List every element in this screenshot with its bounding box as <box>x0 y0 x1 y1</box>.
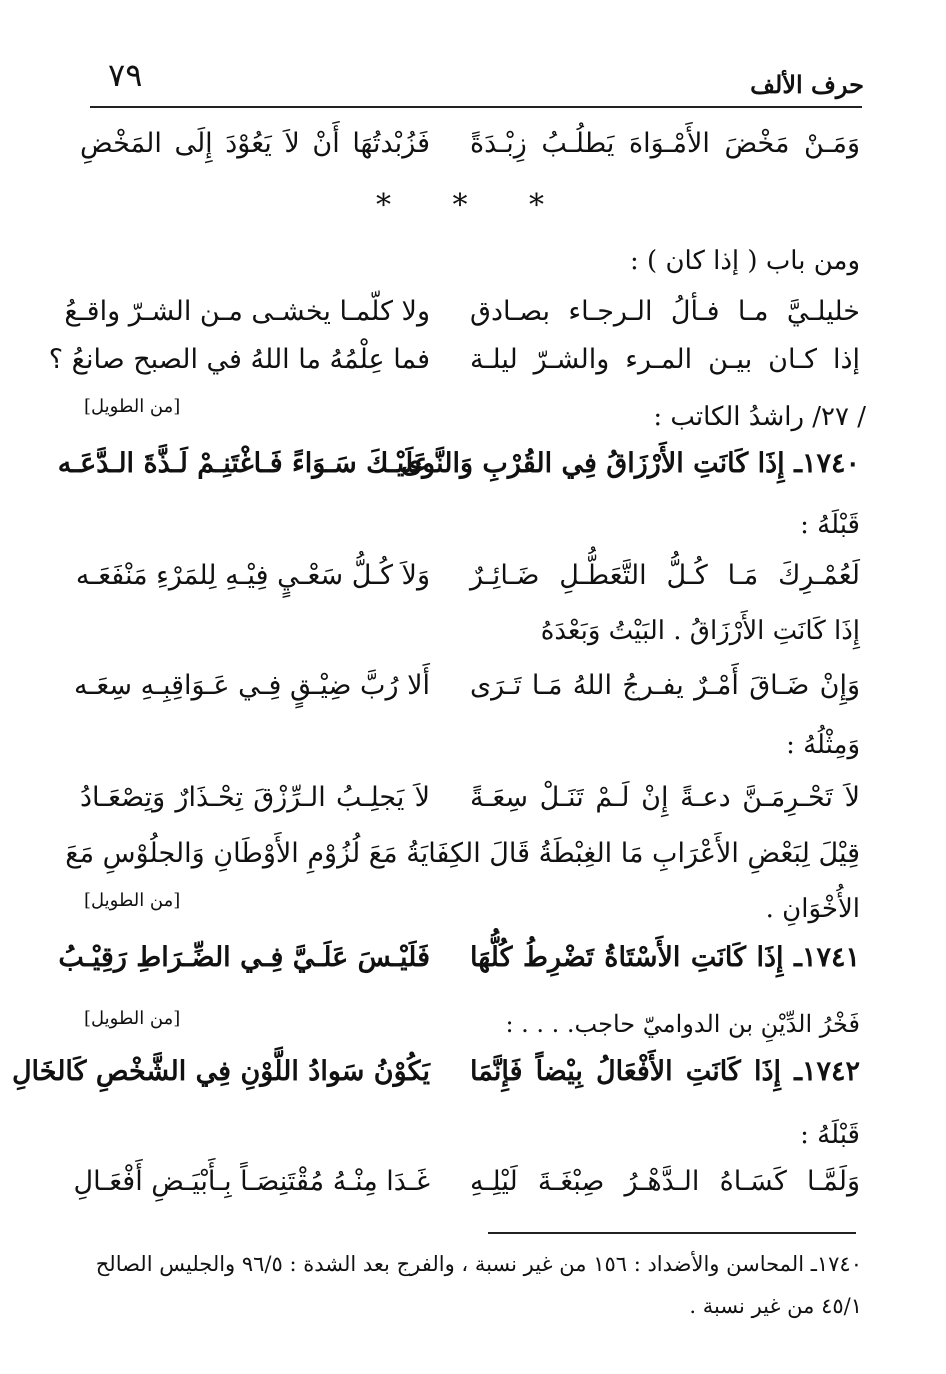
author-line: / ٢٧/ راشدُ الكاتب : <box>653 402 866 432</box>
verse-1740 <box>57 448 860 494</box>
hemistich-1: ١٧٤٠ـ إِذَا كَانَتِ الأَرْزَاقُ فِي القُرْبِ وَالنَّوى <box>401 448 860 479</box>
hemistich-2: وَلاَ كُـلُّ سَعْـيٍ فِيْـهِ لِلمَرْءِ مَنْفَعَـه <box>75 560 430 591</box>
header-rule <box>90 106 862 108</box>
chapter-title: حرف الألف <box>750 70 864 99</box>
qablahu-label-2: قَبْلَهُ : <box>800 1120 860 1150</box>
verse-a1 <box>64 296 860 342</box>
hemistich-1: ١٧٤٢ـ إِذَا كَانَتِ الأَفْعَالُ بِيْضاً فَإِنَّمَا <box>470 1056 860 1087</box>
hemistich-2: فَلَيْـسَ عَلَـيَّ فِـي الضِّـرَاطِ رَقِيْـبُ <box>58 942 430 973</box>
section-intro: ومن باب ( إذا كان ) : <box>630 246 860 276</box>
prose-line-2: الأُخْوَانِ . <box>765 894 860 924</box>
verse-top <box>80 128 860 174</box>
hemistich-1: خليلـيَّ مـا فـألُ الـرجـاء بصـادق <box>470 296 860 327</box>
hemistich-2: فما عِلْمُهُ ما اللهُ في الصبح صانعُ ؟ <box>48 344 430 375</box>
author-line-fakhr: فَخْرُ الدِّيْنِ بن الدواميّ حاجب. . . . : <box>505 1010 860 1038</box>
hemistich-2: غَـدَا مِنْـهُ مُقْتَنِصَـاً بِـأَبْيَـضِ أَفْعَـالِ <box>73 1166 430 1197</box>
hemistich-1: وَلَمَّـا كَسَـاهُ الـدَّهْـرُ صِبْغَـةَ لَيْلِـهِ <box>470 1166 860 1197</box>
hemistich-2: فَزُبْدتُهَا أَنْ لاَ يَعُوْدَ إِلَى المَخْضِ <box>80 128 430 159</box>
prose-line-1: قِيْلَ لِبَعْضِ الأَعْرَابِ مَا الغِبْطَةُ قَالَ الكِفَايَةُ مَعَ لُزُوْمِ الأَوْطَانِ وَالجلُوْسِ مَعَ <box>65 838 860 869</box>
verse-1741 <box>58 942 860 988</box>
hemistich-2: ولا كلّمـا يخشـى مـن الشـرّ واقـعُ <box>64 296 430 327</box>
hemistich-1: وَإِنْ ضَـاقَ أَمْـرٌ يفـرجُ اللهُ مَـا تَـرَى <box>470 670 860 701</box>
hemistich-2: يَكُوْنُ سَوادُ اللَّوْنِ فِي الشَّخْصِ كَالخَالِ <box>11 1056 430 1087</box>
footnote-rule <box>488 1232 856 1234</box>
verse-after <box>73 670 860 716</box>
page-number: ٧٩ <box>108 56 143 94</box>
meter-label: [من الطويل] <box>84 1008 181 1029</box>
star-separator: * * * <box>375 188 571 223</box>
meter-label: [من الطويل] <box>84 890 181 911</box>
footnote-line-1: ١٧٤٠ـ المحاسن والأضداد : ١٥٦ من غير نسبة ، والفرج بعد الشدة : ٩٦/٥ والجليس الصالح <box>95 1252 862 1276</box>
hemistich-1: ١٧٤١ـ إِذَا كَانَتِ الأَسْتَاةُ تَضْرِطُ كُلُّهَا <box>470 942 860 973</box>
idha-line: إِذَا كَانَتِ الأَرْزَاقُ . البَيْتُ وَبَعْدَهُ <box>540 616 860 646</box>
hemistich-2: عَلَيْـكَ سَـوَاءً فَـاغْتَنِـمْ لَـذَّةَ الـدَّعَـه <box>57 448 430 479</box>
hemistich-1: إذا كـان بيـن المـرء والشـرّ ليلـة <box>470 344 860 375</box>
hemistich-2: لاَ يَجلِـبُ الـرِّزْقَ تِحْـذَارٌ وَتِصْعَـادُ <box>80 782 430 813</box>
verse-before <box>75 560 860 606</box>
hemistich-2: أَلا رُبَّ ضِيْـقٍ فِـي عَـوَاقِبِـهِ سِعَـه <box>73 670 430 701</box>
meter-label: [من الطويل] <box>84 396 181 417</box>
hemistich-1: وَمَـنْ مَخْضَ الأَمْـوَاهَ يَطلُـبُ زِبْـدَةً <box>470 128 860 159</box>
verse-a2 <box>48 344 860 390</box>
hemistich-1: لَعُمْـرِكَ مَـا كُـلُّ التَّعَطُّـلِ ضَـائِـرٌ <box>470 560 860 591</box>
hemistich-1: لاَ تَحْـرِمَـنَّ دعـةً إِنْ لَـمْ تَنَـلْ سِعَـةً <box>470 782 860 813</box>
mithluhu-label: وَمِثْلُهُ : <box>786 730 860 760</box>
footnote-line-2: ٤٥/١ من غير نسبة . <box>689 1294 862 1318</box>
verse-last <box>73 1166 860 1212</box>
qablahu-label: قَبْلَهُ : <box>800 510 860 540</box>
verse-1742 <box>11 1056 860 1102</box>
verse-mithl <box>80 782 860 828</box>
